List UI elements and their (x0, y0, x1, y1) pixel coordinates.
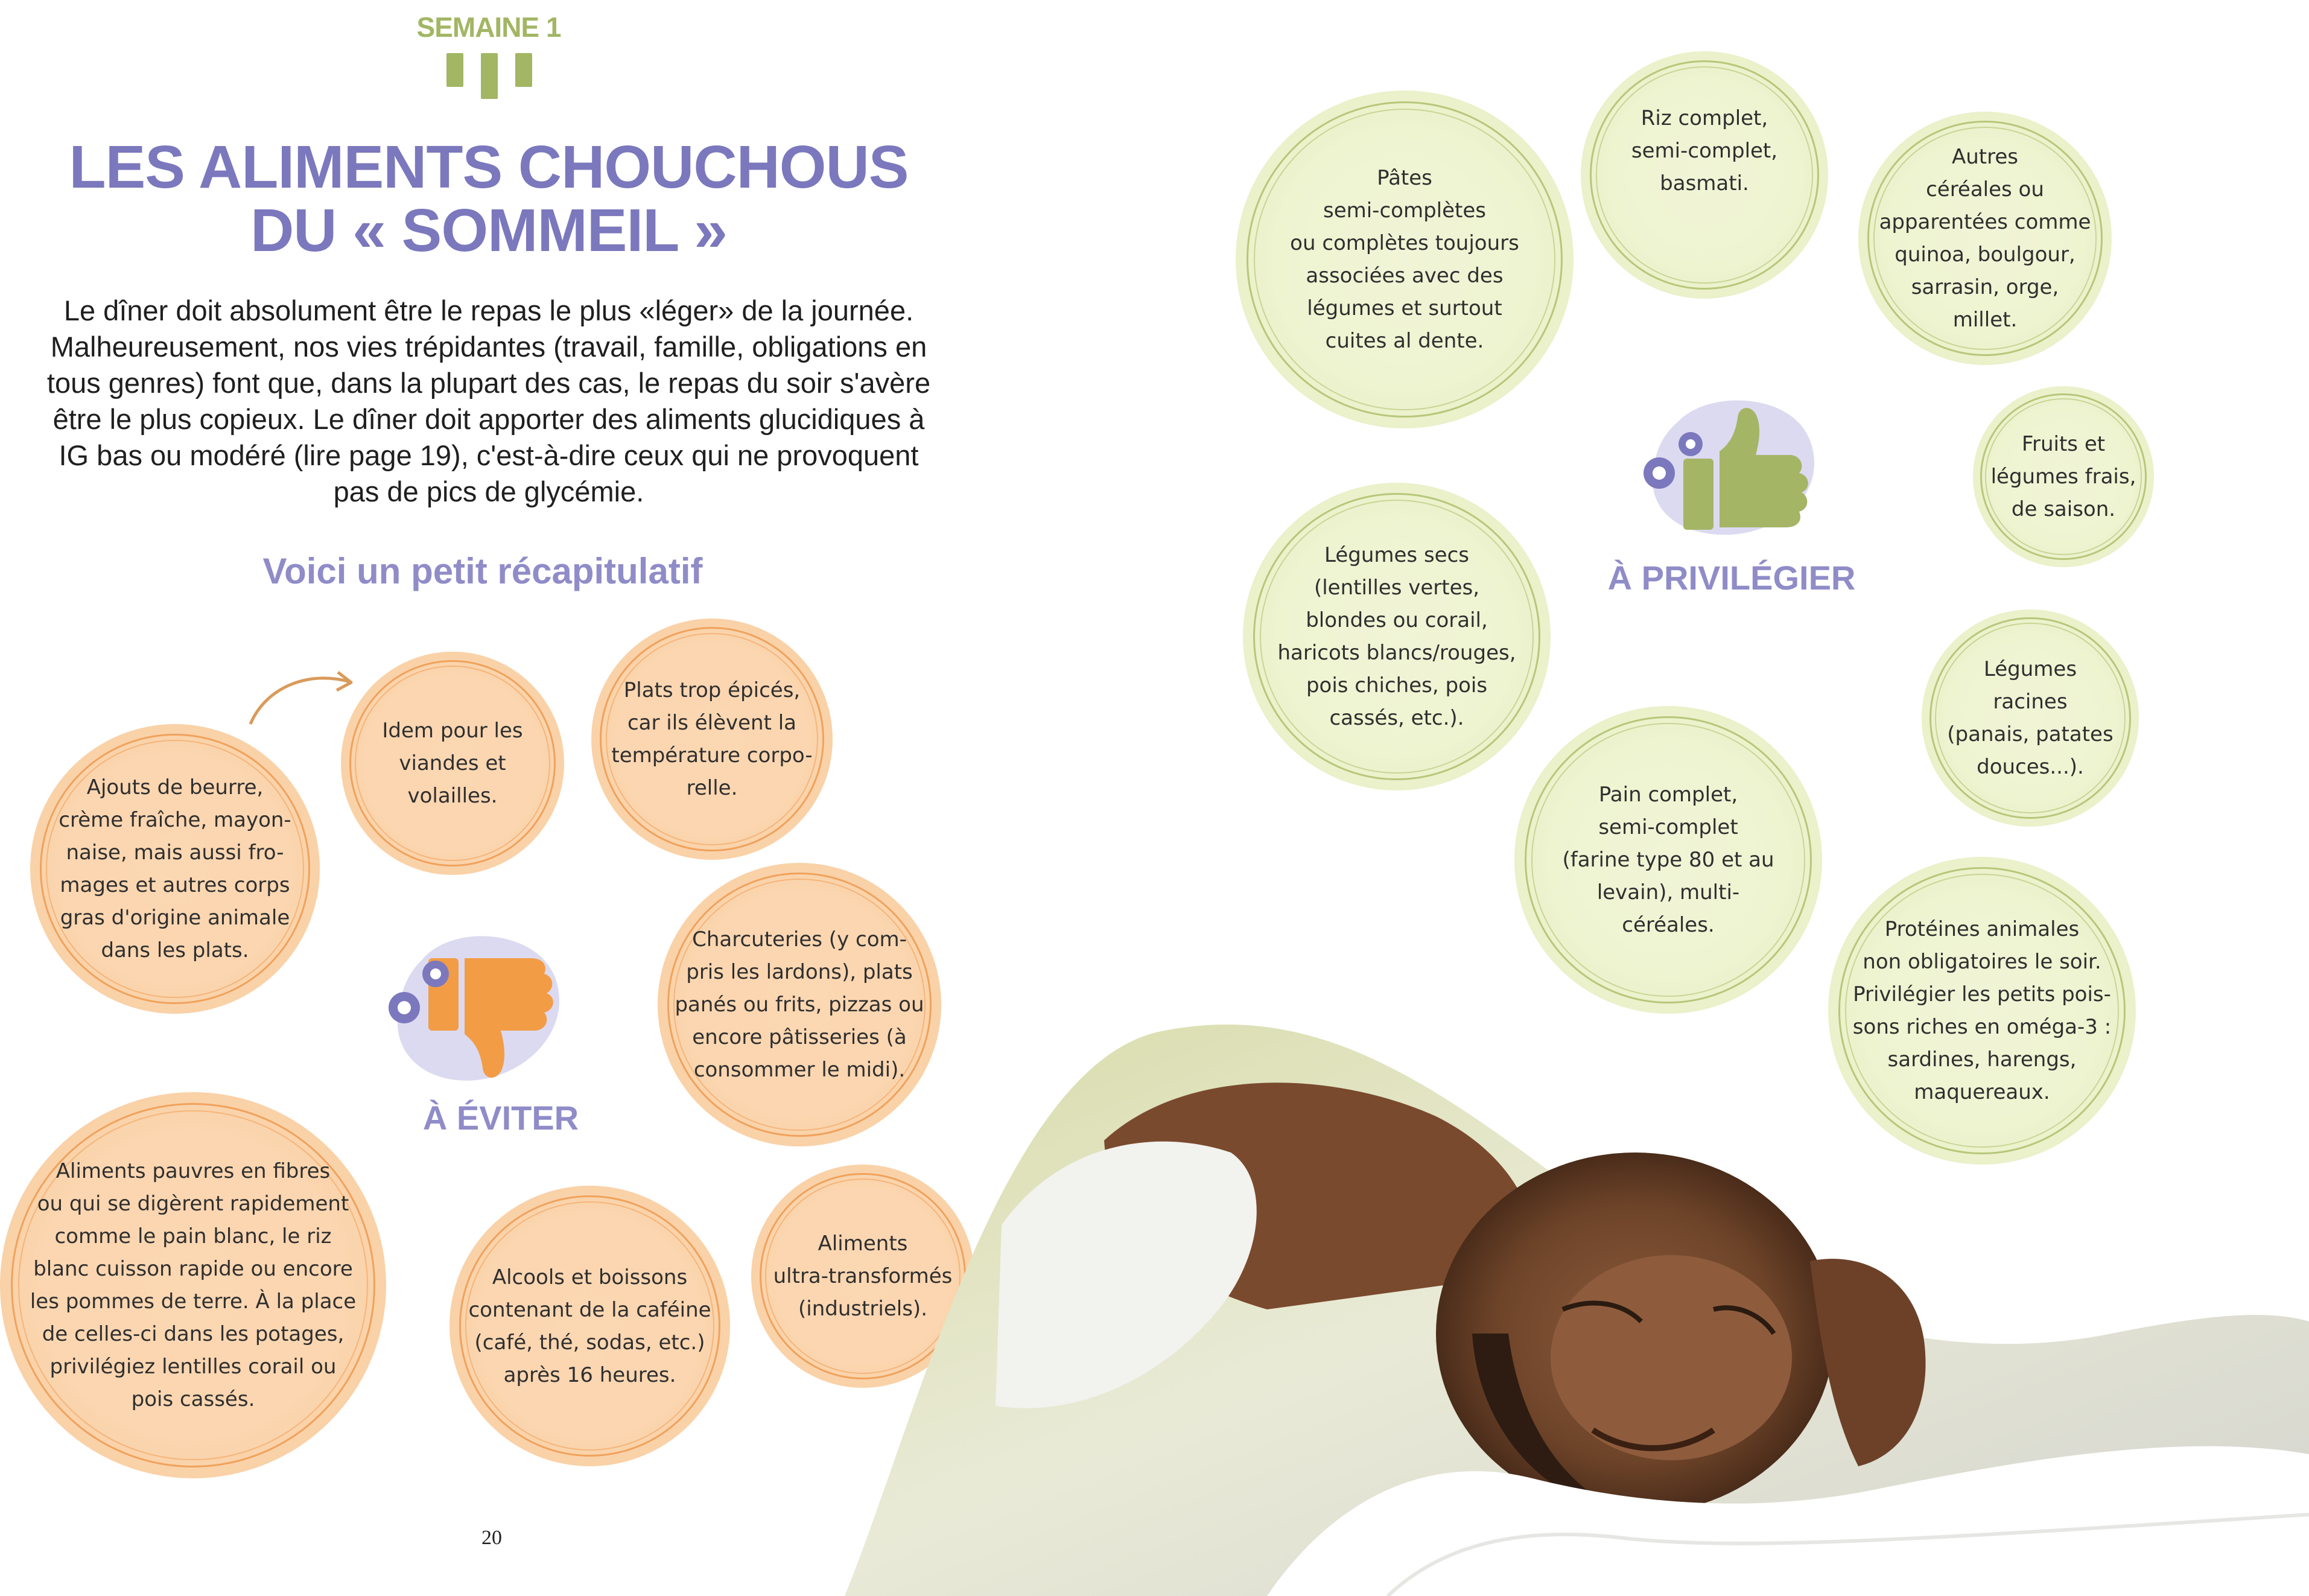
bubble-text-line: associées avec des (1306, 264, 1504, 288)
bubble-text-line: semi-complet (1598, 815, 1738, 839)
bubble-text-line: douces...). (1977, 755, 2084, 779)
bubble-text-line: céréales. (1622, 913, 1715, 937)
bubble-text-line: maquereaux. (1914, 1080, 2050, 1104)
bubble-text-line: ultra-transformés (773, 1264, 953, 1288)
bubble-text-line: haricots blancs/rouges, (1277, 641, 1516, 665)
week-bar (515, 53, 532, 87)
bubble-text-line: blondes ou corail, (1306, 608, 1488, 632)
bubble-text-line: privilégiez lentilles corail ou (49, 1355, 337, 1379)
bubble-text-line: sardines, harengs, (1887, 1048, 2077, 1072)
bubble-text-line: levain), multi- (1596, 880, 1740, 905)
bubble-text-line: Autres (1951, 145, 2018, 169)
prefer-item-root-vegetables (1922, 609, 2139, 827)
bubble-text-line: Aliments pauvres en fibres (56, 1159, 331, 1183)
week-bar (481, 53, 498, 99)
intro-line: tous genres) font que, dans la plupart des cas, le repas du soir s'avère (46, 367, 931, 399)
avoid-item-spicy (591, 618, 833, 860)
avoid-label: À ÉVITER (422, 1099, 579, 1137)
bubble-text-line: Plats trop épicés, (623, 678, 801, 702)
bubble-text-line: Aliments (818, 1232, 908, 1256)
bubble-text-line: quinoa, boulgour, (1895, 243, 2076, 267)
thumbs-up-icon (1635, 392, 1828, 537)
bubble-text-line: non obligatoires le soir. (1863, 950, 2101, 974)
bubble-text-line: de celles-ci dans les potages, (42, 1322, 345, 1346)
bubble-text-line: ou complètes toujours (1290, 231, 1519, 255)
prefer-label: À PRIVILÉGIER (1607, 559, 1856, 597)
bubble-text-line: Protéines animales (1884, 917, 2080, 941)
bubble-text-line: Idem pour les (382, 719, 523, 743)
bubble-text-line: naise, mais aussi fro- (66, 841, 284, 865)
bubble-text-line: millet. (1952, 308, 2018, 332)
intro-line: IG bas ou modéré (lire page 19), c'est-à-dire ceux qui ne provoquent (59, 439, 919, 471)
bubble-text-line: de saison. (2011, 497, 2116, 521)
bubble-text-line: gras d'origine animale (60, 906, 290, 930)
bubble-text-line: cassés, etc.). (1329, 706, 1464, 730)
bubble-text-line: apparentées comme (1879, 210, 2091, 234)
prefer-item-bread (1514, 706, 1822, 1014)
bubble-text-line: mages et autres corps (60, 873, 290, 897)
bubble-text-line: (industriels). (798, 1297, 927, 1321)
bubble-text-line: panés ou frits, pizzas ou (675, 993, 924, 1017)
page-title-line: DU « SOMMEIL » (250, 197, 727, 264)
bubble-text-line: ou qui se digèrent rapidement (37, 1192, 349, 1216)
bubble-text-line: dans les plats. (101, 938, 249, 962)
curved-arrow-icon (241, 664, 362, 730)
bubble-text-line: pris les lardons), plats (686, 960, 913, 984)
recap-heading: Voici un petit récapitulatif (262, 551, 703, 591)
bubble-text-line: semi-complètes (1323, 199, 1486, 223)
bubble-text-line: (farine type 80 et au (1562, 848, 1774, 872)
bubble-text-line: crème fraîche, mayon- (59, 808, 291, 832)
bubble-text-line: Riz complet, (1640, 106, 1768, 130)
bubble-text-line: Ajouts de beurre, (86, 775, 264, 800)
bubble-text-line: consommer le midi). (693, 1058, 906, 1082)
bubble-text-line: comme le pain blanc, le riz (54, 1224, 332, 1248)
bubble-text-line: relle. (686, 776, 738, 800)
prefer-item-rice (1581, 51, 1828, 299)
avoid-item-alcohol (449, 1186, 730, 1466)
avoid-item-butter (30, 724, 320, 1014)
bubble-text-line: blanc cuisson rapide ou encore (33, 1257, 353, 1281)
bubble-text-line: basmati. (1660, 171, 1749, 196)
thumbs-down-icon (380, 923, 573, 1086)
bubble-text-line: car ils élèvent la (627, 711, 797, 735)
intro-paragraph (24, 293, 953, 510)
prefer-item-pasta (1236, 91, 1574, 428)
bubble-text-line: légumes frais, (1990, 465, 2136, 489)
intro-line: être le plus copieux. Le dîner doit apporter des aliments glucidiques à (52, 403, 925, 435)
page-title-line: LES ALIMENTS CHOUCHOUS (69, 133, 909, 201)
bubble-text-line: (lentilles vertes, (1313, 576, 1480, 600)
week-bar (446, 53, 463, 87)
bubble-text-line: les pommes de terre. À la place (30, 1289, 357, 1314)
prefer-item-cereals (1858, 112, 2112, 365)
bubble-text-line: volailles. (407, 784, 498, 808)
prefer-item-fruits (1973, 386, 2154, 567)
bubble-text-line: encore pâtisseries (à (692, 1025, 907, 1049)
bubble-text-line: sons riches en oméga-3 : (1852, 1015, 2112, 1039)
bubble-text-line: pois chiches, pois (1306, 673, 1488, 698)
avoid-item-meat (341, 652, 564, 875)
page-number: 20 (481, 1527, 502, 1549)
page-title (36, 133, 941, 264)
bubble-text-line: (panais, patates (1947, 722, 2114, 746)
bubble-text-line: après 16 heures. (503, 1362, 676, 1387)
bubble-text-line: sarrasin, orge, (1911, 275, 2059, 299)
prefer-item-legumes (1243, 483, 1551, 790)
week-label: SEMAINE 1 (416, 11, 561, 43)
prefer-item-proteins (1828, 857, 2136, 1165)
bubble-text-line: Légumes (1983, 657, 2077, 681)
bubble-text-line: racines (1993, 690, 2068, 714)
bubble-text-line: pois cassés. (131, 1387, 255, 1411)
bubble-text-line: (café, thé, sodas, etc.) (474, 1330, 705, 1355)
intro-line: pas de pics de glycémie. (333, 475, 644, 507)
avoid-item-low-fiber (0, 1092, 386, 1478)
intro-line: Le dîner doit absolument être le repas le plus «léger» de la journée. (63, 294, 914, 326)
bubble-text-line: cuites al dente. (1325, 329, 1484, 353)
bubble-text-line: Charcuteries (y com- (692, 927, 907, 952)
bubble-text-line: Pâtes (1377, 166, 1432, 190)
bubble-text-line: Privilégier les petits pois- (1853, 982, 2111, 1006)
bubble-text-line: légumes et surtout (1307, 296, 1502, 320)
intro-line: Malheureusement, nos vies trépidantes (travail, famille, obligations en (50, 331, 927, 363)
bubble-text-line: Légumes secs (1324, 543, 1469, 567)
bubble-text-line: Pain complet, (1598, 783, 1738, 807)
bubble-text-line: viandes et (399, 751, 506, 775)
bubble-text-line: Fruits et (2021, 432, 2106, 456)
bubble-text-line: semi-complet, (1631, 139, 1778, 163)
bubble-text-line: température corpo- (611, 743, 813, 768)
bubble-text-line: Alcools et boissons (492, 1265, 688, 1289)
bubble-text-line: céréales ou (1926, 177, 2044, 202)
bubble-text-line: contenant de la caféine (468, 1297, 711, 1322)
